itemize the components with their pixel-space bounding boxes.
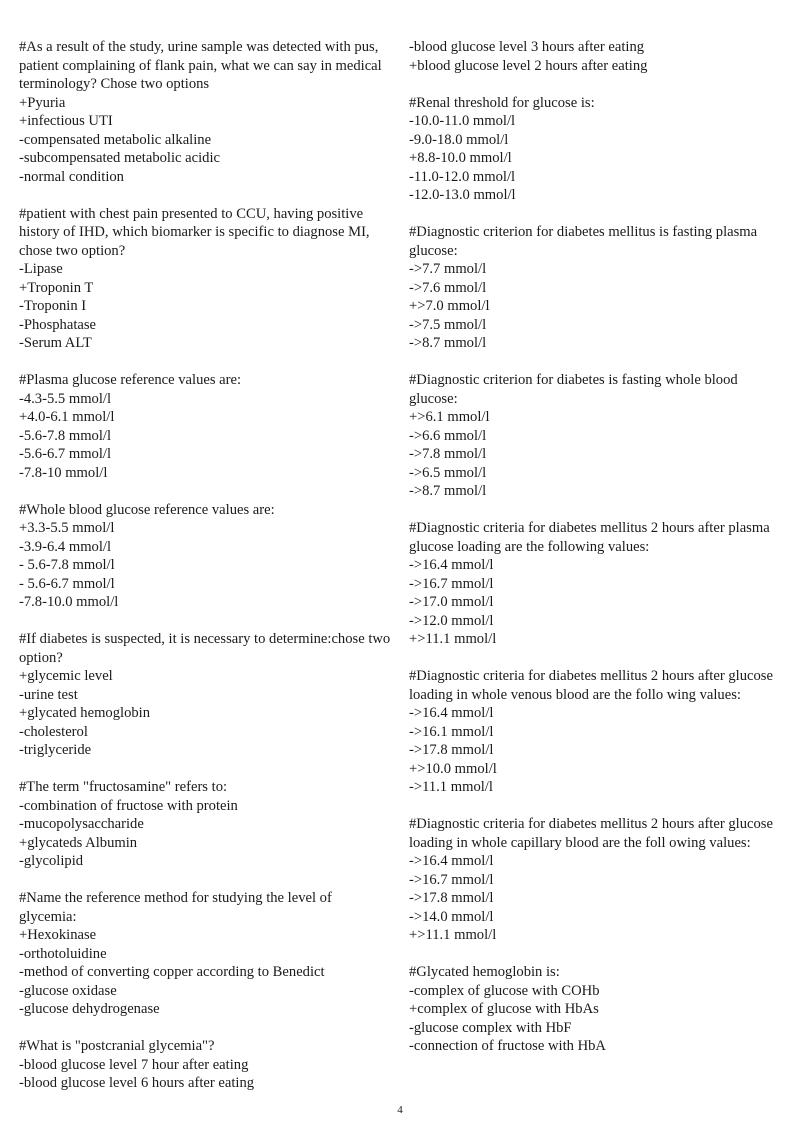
answer-option: ->16.7 mmol/l — [409, 575, 494, 592]
question-text: #As a result of the study, urine sample was detected with pus, patient complaining of flank pain, what we can say in medical terminology? Chose two options — [19, 39, 382, 92]
answer-option: -urine test — [19, 686, 78, 703]
answer-option: +blood glucose level 2 hours after eating — [409, 57, 648, 74]
answer-option: -5.6-6.7 mmol/l — [19, 446, 112, 462]
answer-option: -mucopolysaccharide — [19, 816, 144, 832]
answer-option: -3.9-6.4 mmol/l — [19, 538, 112, 555]
answer-option: +glycateds Albumin — [19, 834, 138, 851]
question-block — [19, 1037, 391, 1093]
answer-option: +infectious UTI — [19, 113, 113, 129]
question-block — [19, 38, 391, 186]
left-column — [19, 38, 391, 1111]
answer-option: -compensated metabolic alkaline — [19, 131, 212, 148]
answer-option: +Pyuria — [19, 94, 66, 111]
answer-option: ->8.7 mmol/l — [409, 335, 487, 351]
question-block — [409, 519, 781, 649]
question-text: #Whole blood glucose reference values are: — [19, 501, 275, 518]
answer-option: -triglyceride — [19, 742, 92, 758]
question-block — [19, 630, 391, 760]
question-text: #Diagnostic criteria for diabetes mellitus 2 hours after plasma glucose loading are the following values: — [409, 520, 770, 555]
answer-option: ->16.1 mmol/l — [409, 723, 494, 740]
question-block — [19, 501, 391, 612]
answer-option: ->16.4 mmol/l — [409, 853, 494, 869]
answer-option: -10.0-11.0 mmol/l — [409, 113, 516, 129]
question-text: #Diagnostic criterion for diabetes mellitus is fasting plasma glucose: — [409, 224, 758, 259]
question-block — [409, 667, 781, 797]
answer-option: -method of converting copper according to Benedict — [19, 964, 325, 980]
answer-option: -Troponin I — [19, 298, 87, 314]
question-block — [409, 371, 781, 501]
answer-option: ->7.5 mmol/l — [409, 316, 487, 333]
question-text: #Renal threshold for glucose is: — [409, 94, 595, 111]
answer-option: ->7.8 mmol/l — [409, 446, 487, 462]
question-text: #If diabetes is suspected, it is necessary to determine:chose two option? — [19, 631, 391, 666]
answer-option: -blood glucose level 3 hours after eating — [409, 39, 645, 55]
answer-option: -glucose complex with HbF — [409, 1019, 572, 1036]
answer-option: -complex of glucose with COHb — [409, 982, 600, 999]
answer-option: -blood glucose level 7 hour after eating — [19, 1056, 249, 1073]
question-text: #Glycated hemoglobin is: — [409, 964, 560, 980]
answer-option: ->14.0 mmol/l — [409, 908, 494, 925]
question-text: #Diagnostic criterion for diabetes is fasting whole blood glucose: — [409, 372, 738, 407]
answer-option: ->17.8 mmol/l — [409, 890, 494, 906]
answer-option: -glucose dehydrogenase — [19, 1001, 160, 1017]
answer-option: ->12.0 mmol/l — [409, 612, 494, 629]
answer-option: +>10.0 mmol/l — [409, 760, 497, 777]
answer-option: -normal condition — [19, 168, 124, 185]
answer-option: +8.8-10.0 mmol/l — [409, 150, 512, 166]
answer-option: ->8.7 mmol/l — [409, 483, 487, 499]
answer-option: -glucose oxidase — [19, 982, 117, 999]
question-block — [19, 371, 391, 482]
answer-option: +>6.1 mmol/l — [409, 409, 490, 425]
answer-option: ->7.7 mmol/l — [409, 261, 487, 277]
answer-option: +glycated hemoglobin — [19, 705, 151, 721]
answer-option: +glycemic level — [19, 668, 113, 684]
answer-option: -11.0-12.0 mmol/l — [409, 168, 516, 185]
question-block — [19, 205, 391, 353]
answer-option: +>11.1 mmol/l — [409, 927, 497, 943]
answer-option: -5.6-7.8 mmol/l — [19, 427, 112, 444]
answer-option: ->17.0 mmol/l — [409, 594, 494, 610]
answer-option: ->7.6 mmol/l — [409, 279, 487, 296]
answer-option: ->16.4 mmol/l — [409, 557, 494, 573]
question-text: #Diagnostic criteria for diabetes mellitus 2 hours after glucose loading in whole venous blood are the follo wing values: — [409, 668, 773, 703]
answer-option: -glycolipid — [19, 853, 84, 869]
answer-option: -blood glucose level 6 hours after eating — [19, 1075, 255, 1091]
question-text: #Name the reference method for studying the level of glycemia: — [19, 890, 332, 925]
question-text: #The term "fructosamine" refers to: — [19, 779, 228, 795]
question-block — [19, 889, 391, 1019]
answer-option: -orthotoluidine — [19, 945, 107, 962]
answer-option: +complex of glucose with HbAs — [409, 1001, 599, 1017]
answer-option: -7.8-10 mmol/l — [19, 464, 108, 481]
answer-option: +>7.0 mmol/l — [409, 298, 490, 314]
question-text: #Plasma glucose reference values are: — [19, 372, 242, 388]
answer-option: ->16.4 mmol/l — [409, 705, 494, 721]
answer-option: ->6.5 mmol/l — [409, 464, 487, 481]
question-text: #What is "postcranial glycemia"? — [19, 1038, 215, 1054]
answer-option: +4.0-6.1 mmol/l — [19, 409, 115, 425]
answer-option: -9.0-18.0 mmol/l — [409, 131, 509, 148]
page-number: 4 — [397, 1104, 403, 1116]
answer-option: -4.3-5.5 mmol/l — [19, 390, 112, 407]
answer-option: -combination of fructose with protein — [19, 797, 238, 814]
answer-option: ->11.1 mmol/l — [409, 779, 493, 795]
answer-option: +Troponin T — [19, 279, 94, 296]
answer-option: -Lipase — [19, 261, 63, 277]
answer-option: -cholesterol — [19, 723, 88, 740]
answer-option: +3.3-5.5 mmol/l — [19, 520, 115, 536]
question-block — [19, 778, 391, 871]
answer-option: -connection of fructose with HbA — [409, 1038, 606, 1054]
answer-option: -7.8-10.0 mmol/l — [19, 594, 119, 610]
question-text: #Diagnostic criteria for diabetes mellitus 2 hours after glucose loading in whole capillary blood are the foll owing values: — [409, 816, 773, 851]
answer-option: -subcompensated metabolic acidic — [19, 150, 220, 166]
question-text: #patient with chest pain presented to CCU, having positive history of IHD, which biomarker is specific to diagnose MI, chose two option? — [19, 205, 370, 259]
answer-option: ->17.8 mmol/l — [409, 742, 494, 758]
answer-option: ->16.7 mmol/l — [409, 871, 494, 888]
question-block — [409, 94, 781, 205]
answer-option: ->6.6 mmol/l — [409, 427, 487, 444]
question-block — [409, 963, 781, 1056]
right-column — [409, 38, 781, 1074]
question-block — [409, 815, 781, 945]
question-block — [409, 223, 781, 353]
answer-option: - 5.6-6.7 mmol/l — [19, 575, 115, 592]
answer-option: -Phosphatase — [19, 316, 97, 333]
answer-option: +>11.1 mmol/l — [409, 631, 497, 647]
answer-option: +Hexokinase — [19, 927, 97, 943]
answer-option: -12.0-13.0 mmol/l — [409, 187, 516, 203]
answer-option: - 5.6-7.8 mmol/l — [19, 557, 115, 573]
question-block — [409, 38, 781, 75]
answer-option: -Serum ALT — [19, 335, 92, 351]
